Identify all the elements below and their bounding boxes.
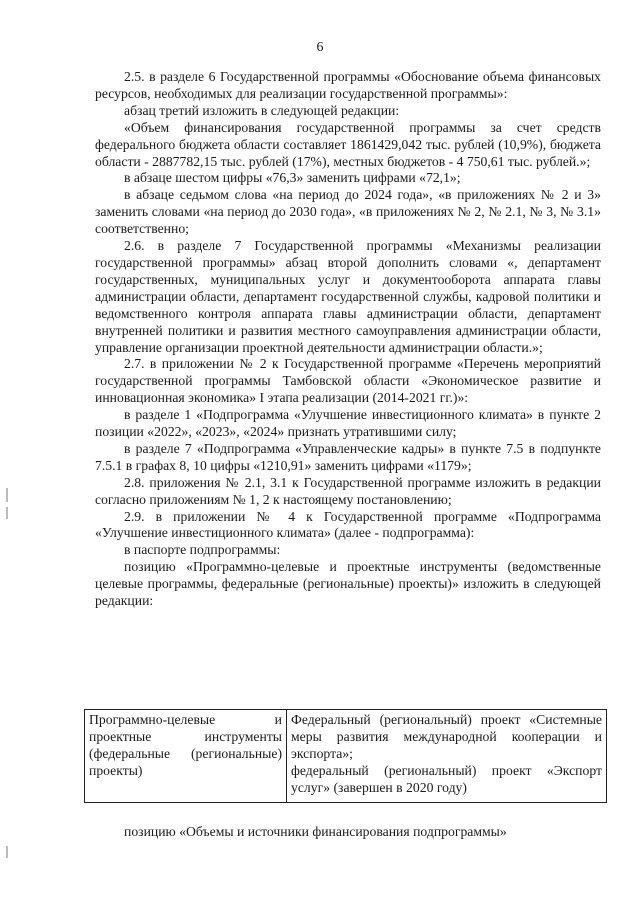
paragraph-2-9: 2.9. в приложении № 4 к Государственной программе «Подпрограмма «Улучшение инвестиционного климата» (далее - подпрограмма):	[95, 508, 601, 541]
margin-mark	[6, 507, 8, 519]
paragraph-2-8: 2.8. приложения № 2.1, 3.1 к Государственной программе изложить в редакции согласно приложениям № 1, 2 к настоящему постановлению;	[95, 474, 601, 507]
paragraph: в абзаце седьмом слова «на период до 2024 года», «в приложениях № 2 и 3» заменить словами «на период до 2030 года», «в приложениях № 2, № 2.1, № 3, № 3.1» соответственно;	[95, 187, 601, 237]
table-cell-value	[287, 710, 607, 803]
paragraph-2-5: 2.5. в разделе 6 Государственной программы «Обоснование объема финансовых ресурсов, необходимых для реализации государственной программы»:	[95, 69, 601, 101]
table-row	[85, 710, 607, 803]
paragraph-2-7: 2.7. в приложении № 2 к Государственной программе «Перечень мероприятий государственной программы Тамбовской области «Экономическое развитие и инновационная экономика» I этапа реализации (2014-2021 гг.)»:	[95, 356, 601, 406]
paragraph: в абзаце шестом цифры «76,3» заменить цифрами «72,1»;	[124, 170, 461, 186]
table-cell-line: Федеральный (региональный) проект «Системные меры развития международной кооперации и экспорта»;	[291, 712, 602, 761]
paragraph: в разделе 1 «Подпрограмма «Улучшение инвестиционного климата» в пункте 2 позиции «2022», «2023», «2024» признать утратившими силу;	[95, 407, 601, 440]
paragraph: абзац третий изложить в следующей редакции:	[124, 102, 400, 118]
margin-mark	[6, 846, 8, 858]
paragraph-quote: «Объем финансирования государственной программы за счет средств федерального бюджета области составляет 1861429,042 тыс. рублей (10,9%), бюджета области - 2887782,15 тыс. рублей (17%), местных бюджетов - 4 750,61 тыс. рублей.»;	[95, 119, 601, 169]
page-number: 6	[316, 40, 324, 55]
paragraph: позицию «Программно-целевые и проектные инструменты (ведомственные целевые программы, федеральные (региональные) проекты)» изложить в следующей редакции:	[95, 559, 601, 609]
table-cell-label: Программно-целевые и проектные инструменты (федеральные (региональные) проекты)	[85, 710, 287, 803]
document-body	[95, 69, 601, 610]
table-cell-line: федеральный (региональный) проект «Экспорт услуг» (завершен в 2020 году)	[291, 762, 602, 795]
margin-mark	[6, 488, 8, 502]
passport-table	[84, 709, 607, 803]
paragraph: в разделе 7 «Подпрограмма «Управленческие кадры» в пункте 7.5 в подпункте 7.5.1 в графах 8, 10 цифры «1210,91» заменить цифрами «1179»;	[95, 440, 601, 473]
paragraph-2-6: 2.6. в разделе 7 Государственной программы «Механизмы реализации государственной программы» абзац второй дополнить словами «, департамент государственных, муниципальных услуг и документооборота аппарата главы администрации области, департамент государственной службы, кадровой политики и ведомственного контроля аппарата главы администрации области, департамент внутренней политики и развития местного самоуправления администрации области, управление организации проектной деятельности администрации области.»;	[95, 238, 601, 355]
paragraph-last: позицию «Объемы и источники финансирования подпрограммы»	[124, 824, 507, 839]
paragraph: в паспорте подпрограммы:	[124, 542, 281, 558]
